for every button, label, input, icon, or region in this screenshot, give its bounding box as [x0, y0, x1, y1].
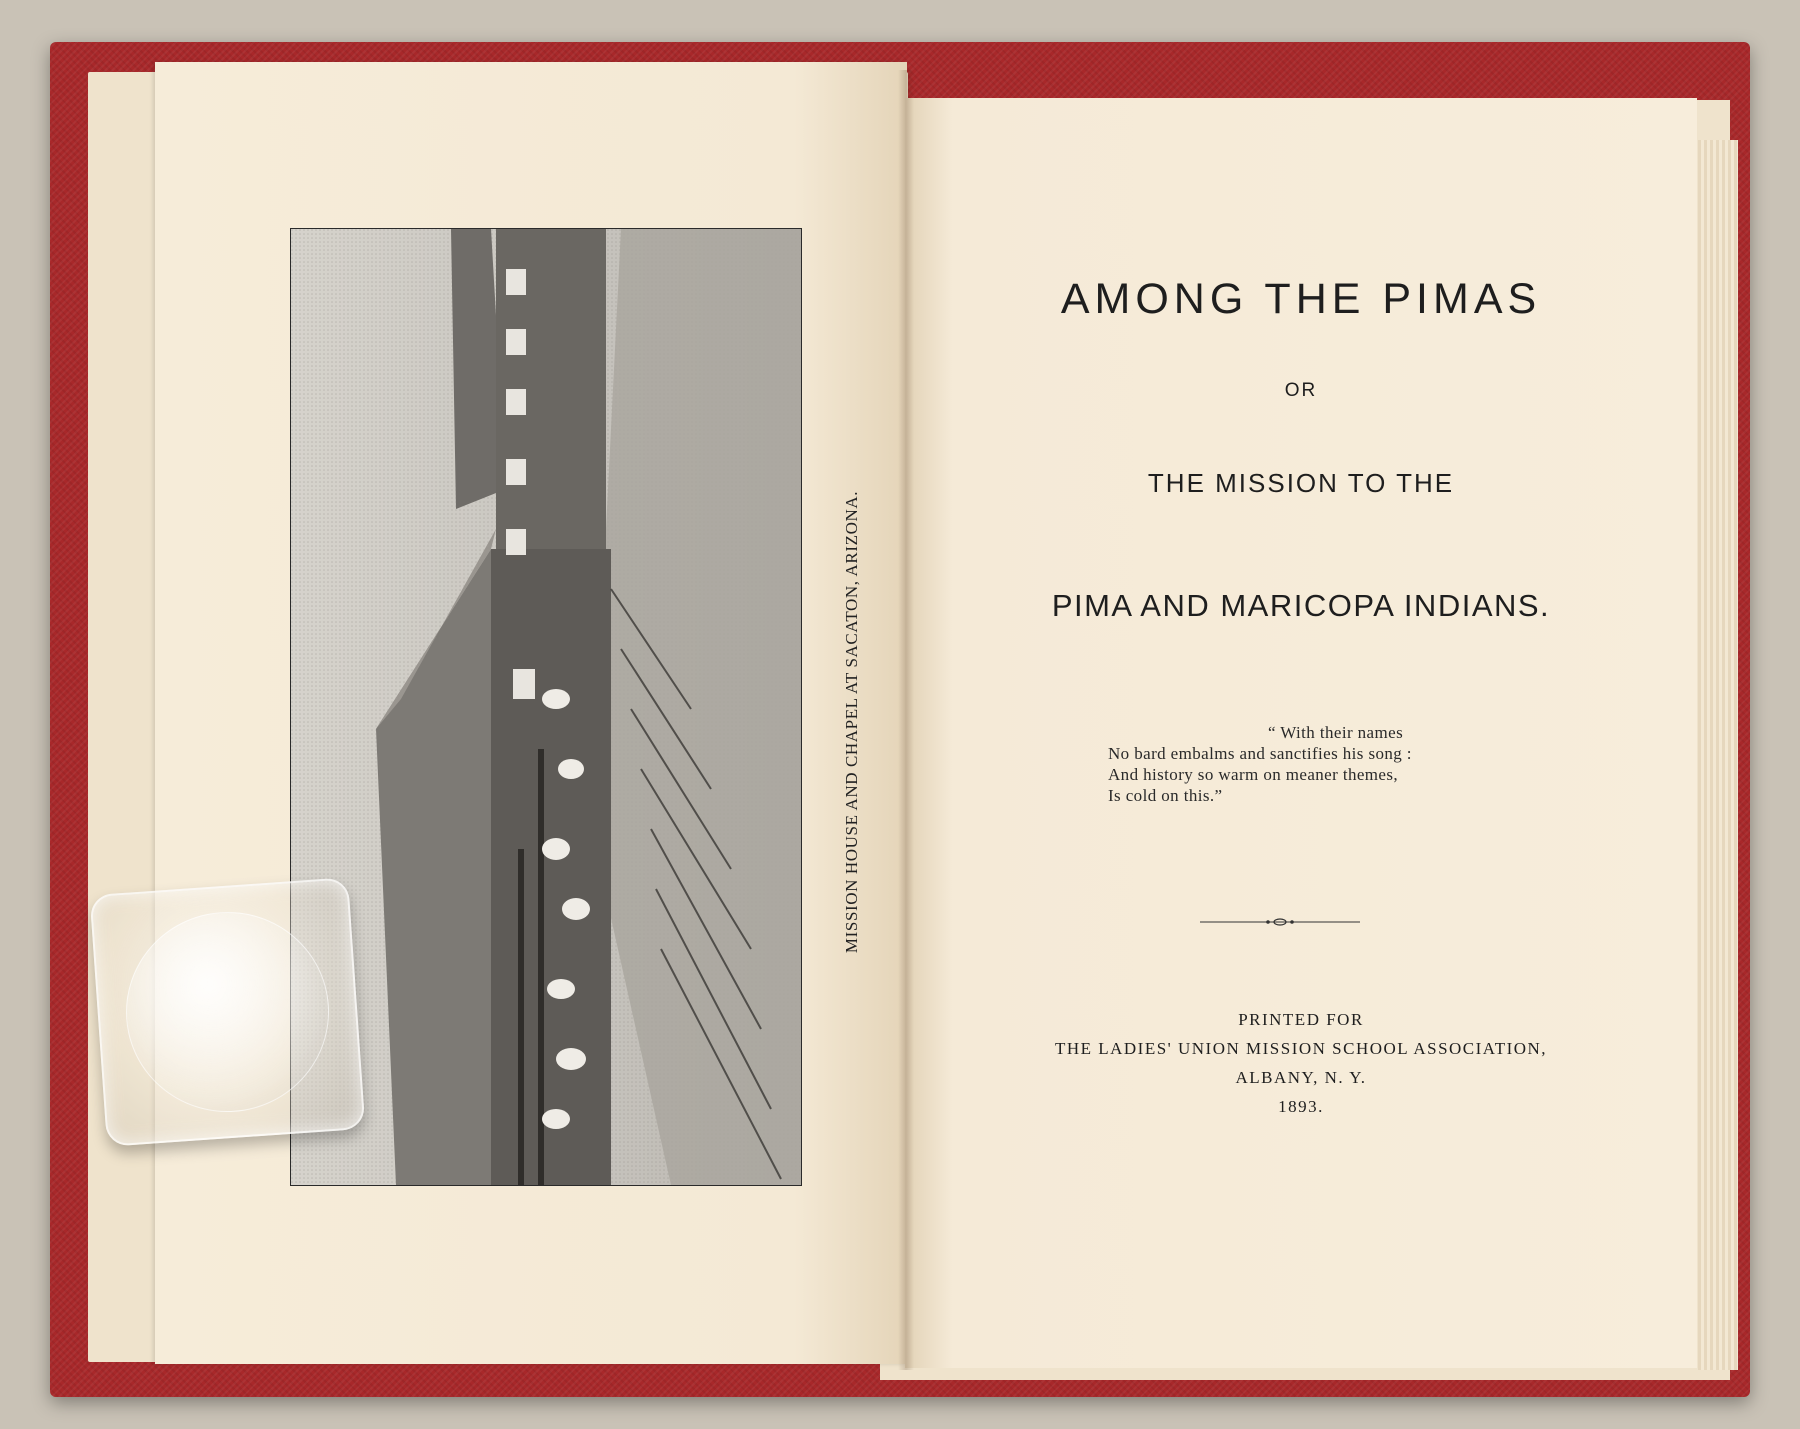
book-title: AMONG THE PIMAS — [1060, 275, 1542, 323]
epigraph — [1108, 722, 1528, 806]
plate-caption-text: MISSION HOUSE AND CHAPEL AT SACATON, ARIZONA. — [842, 490, 861, 954]
epigraph-line: And history so warm on meaner themes, — [1108, 765, 1399, 784]
imprint-line: 1893. — [1278, 1097, 1324, 1116]
plate-caption — [838, 462, 866, 982]
title-or: OR — [1284, 380, 1318, 401]
subtitle-line-2: PIMA AND MARICOPA INDIANS. — [1051, 588, 1551, 623]
frontispiece-photo — [290, 228, 802, 1186]
epigraph-line: “ With their names — [1268, 723, 1404, 742]
paperweight-lens — [119, 905, 335, 1119]
ornament-rule — [1200, 915, 1360, 929]
subtitle-line-1: THE MISSION TO THE — [1147, 468, 1455, 498]
imprint-line: THE LADIES' UNION MISSION SCHOOL ASSOCIATION, — [1054, 1039, 1548, 1058]
epigraph-line: No bard embalms and sanctifies his song : — [1108, 744, 1412, 763]
imprint — [905, 1005, 1697, 1121]
imprint-line: ALBANY, N. Y. — [1235, 1068, 1367, 1087]
glass-paperweight — [90, 877, 366, 1146]
page-edges — [1698, 140, 1738, 1370]
imprint-line: PRINTED FOR — [1238, 1010, 1364, 1029]
book-gutter — [898, 70, 914, 1370]
epigraph-line: Is cold on this.” — [1108, 786, 1223, 805]
